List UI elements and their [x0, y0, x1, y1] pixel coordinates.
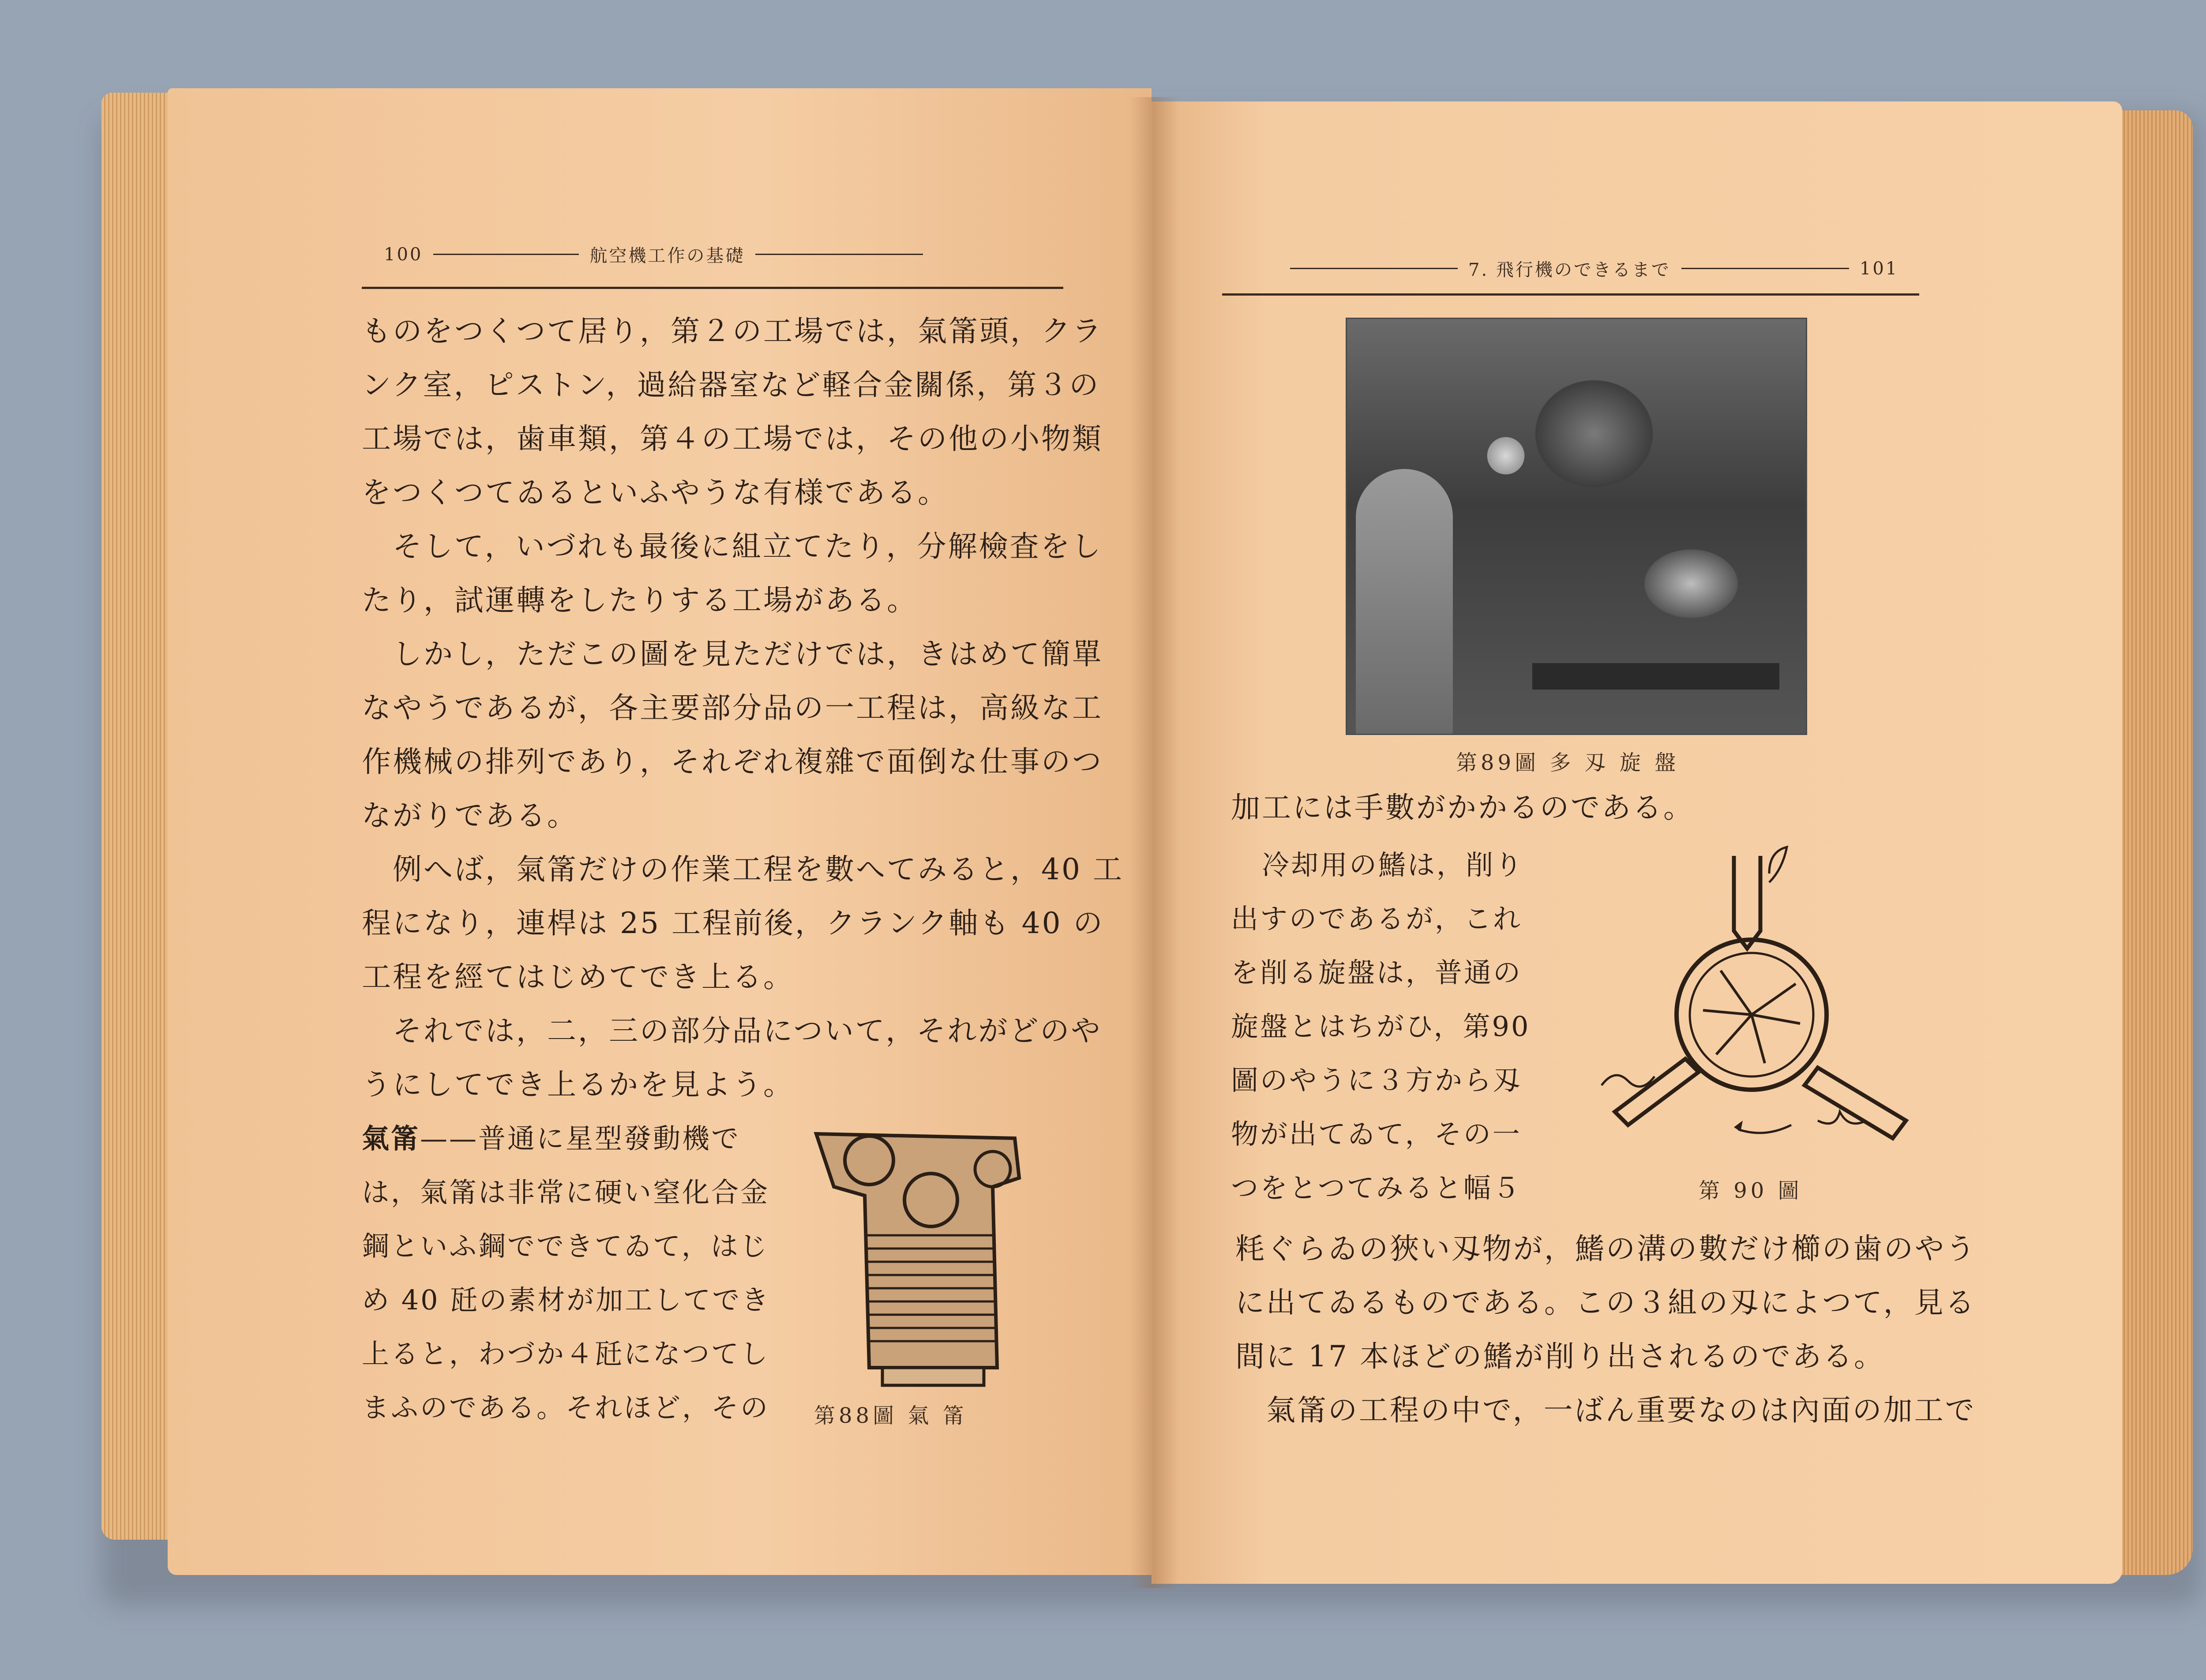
text-line: め 40 瓩の素材が加工してでき — [362, 1284, 771, 1316]
text-line: ——普通に星型發動機で — [420, 1122, 741, 1155]
text-line: 上ると，わづか４瓩になつてし — [362, 1338, 770, 1370]
text-line: たり，試運轉をしたりする工場がある。 — [362, 583, 918, 617]
figure-89-caption: 第89圖 多 刄 旋 盤 — [1456, 750, 1680, 775]
text-line: 作機械の排列であり，それぞれ複雜で面倒な仕事のつ — [362, 745, 1103, 779]
left-page-header — [384, 242, 934, 267]
page-number: 101 — [1859, 258, 1899, 279]
text-line: それでは，二，三の部分品について，それがどのや — [393, 1014, 1102, 1048]
text-line: なやうであるが，各主要部分品の一工程は，高級な工 — [362, 691, 1103, 725]
text-line: 旋盤とはちがひ，第90 — [1231, 1010, 1531, 1042]
figure-90-caption: 第 90 圖 — [1699, 1178, 1803, 1203]
text-line: 加工には手數がかかるのである。 — [1231, 791, 1694, 825]
left-body-text — [362, 304, 1124, 1112]
cylinder-illustration — [807, 1121, 1037, 1394]
text-line: 氣筩の工程の中で，一ばん重要なのは內面の加工で — [1266, 1393, 1976, 1427]
text-line: つをとつてみると幅５ — [1231, 1172, 1522, 1204]
text-line: うにしてでき上るかを見よう。 — [362, 1068, 794, 1102]
header-rule — [1222, 293, 1919, 296]
three-tool-diagram — [1588, 838, 1924, 1147]
text-line: 工場では，歯車類，第４の工場では，その他の小物類 — [362, 422, 1103, 456]
text-line: 冷却用の鰭は，削り — [1262, 849, 1524, 881]
book-spine — [1129, 97, 1178, 1588]
cylinder-section-text — [362, 1112, 770, 1435]
text-line: 物が出てゐて，その一 — [1231, 1118, 1522, 1150]
text-line: を削る旋盤は，普通の — [1231, 956, 1523, 989]
text-line: 工程を經てはじめてでき上る。 — [362, 960, 794, 994]
text-line: しかし，ただこの圖を見ただけでは，きはめて簡單 — [393, 637, 1103, 671]
text-line: 圖のやうに３方から刄 — [1231, 1064, 1523, 1096]
right-body-text — [1231, 781, 1694, 835]
text-line: まふのである。それほど，その — [362, 1391, 770, 1424]
header-rule — [362, 287, 1063, 289]
text-line: は，氣筩は非常に硬い窒化合金 — [362, 1176, 770, 1208]
section-term: 氣筩 — [362, 1122, 420, 1155]
running-title: 7. 飛行機のできるまで — [1468, 260, 1671, 280]
text-line: 出すのであるが，これ — [1231, 903, 1523, 935]
machine-base — [1532, 663, 1779, 690]
running-title: 航空機工作の基礎 — [589, 246, 745, 266]
right-bottom-text — [1235, 1222, 1977, 1437]
text-line: 鋼といふ鋼でできてゐて，はじ — [362, 1230, 769, 1262]
text-line: ンク室，ピストン，過給器室など軽合金關係，第３の — [362, 368, 1100, 402]
text-line: をつくつてゐるといふやうな有様である。 — [362, 476, 949, 510]
text-line: に出てゐるものである。この３組の刄によつて，見る — [1235, 1286, 1976, 1320]
text-line: 程になり，連桿は 25 工程前後，クランク軸も 40 の — [362, 906, 1104, 940]
right-page-header — [1279, 256, 1898, 281]
text-line: 間に 17 本ほどの鰭が削り出されるのである。 — [1235, 1339, 1885, 1373]
page-edges-left — [101, 93, 168, 1540]
lathe-photo — [1346, 318, 1807, 735]
text-line: 例へば，氣筩だけの作業工程を數へてみると，40 工 — [393, 852, 1124, 886]
text-line: そして，いづれも最後に組立てたり，分解檢査をし — [393, 529, 1103, 563]
figure-88-caption: 第88圖 氣 筩 — [814, 1403, 968, 1428]
worker-figure — [1356, 469, 1453, 734]
right-side-text — [1231, 838, 1530, 1215]
text-line: 粍ぐらゐの狹い刄物が，鰭の溝の數だけ櫛の歯のやう — [1235, 1232, 1977, 1266]
page-number: 100 — [384, 244, 423, 265]
text-line: ながりである。 — [362, 799, 578, 832]
text-line: ものをつくつて居り，第２の工場では，氣筩頭，クラ — [362, 314, 1103, 348]
